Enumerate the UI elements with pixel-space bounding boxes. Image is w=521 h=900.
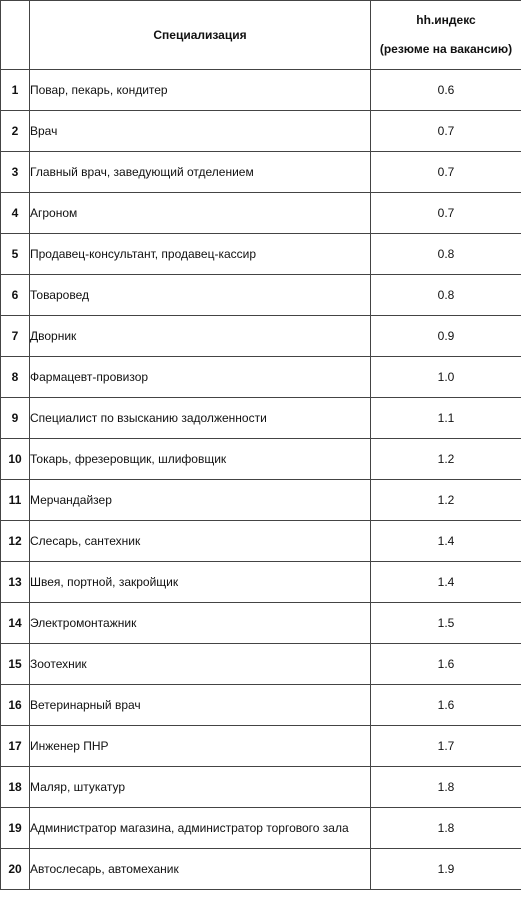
row-number: 13	[1, 562, 30, 603]
row-specialization: Продавец-консультант, продавец-кассир	[30, 234, 371, 275]
table-row	[1, 849, 521, 890]
table-row	[1, 439, 521, 480]
row-specialization: Врач	[30, 111, 371, 152]
row-specialization: Специалист по взысканию задолженности	[30, 398, 371, 439]
table-row	[1, 316, 521, 357]
row-specialization: Швея, портной, закройщик	[30, 562, 371, 603]
row-hh-index: 0.7	[371, 111, 521, 152]
row-number: 9	[1, 398, 30, 439]
table-row	[1, 644, 521, 685]
row-specialization: Агроном	[30, 193, 371, 234]
row-hh-index: 0.7	[371, 193, 521, 234]
row-number: 15	[1, 644, 30, 685]
row-number: 10	[1, 439, 30, 480]
row-number: 17	[1, 726, 30, 767]
row-specialization: Зоотехник	[30, 644, 371, 685]
row-hh-index: 1.8	[371, 808, 521, 849]
row-hh-index: 0.7	[371, 152, 521, 193]
row-hh-index: 1.9	[371, 849, 521, 890]
header-specialization: Специализация	[30, 1, 371, 70]
row-hh-index: 1.0	[371, 357, 521, 398]
row-number: 11	[1, 480, 30, 521]
row-specialization: Товаровед	[30, 275, 371, 316]
row-hh-index: 1.6	[371, 685, 521, 726]
header-number	[1, 1, 30, 70]
table-row	[1, 562, 521, 603]
row-specialization: Автослесарь, автомеханик	[30, 849, 371, 890]
row-hh-index: 0.8	[371, 234, 521, 275]
table-row	[1, 480, 521, 521]
table-row	[1, 398, 521, 439]
row-hh-index: 0.8	[371, 275, 521, 316]
row-specialization: Администратор магазина, администратор торгового зала	[30, 808, 371, 849]
row-number: 2	[1, 111, 30, 152]
table-row	[1, 726, 521, 767]
table-row	[1, 808, 521, 849]
row-number: 6	[1, 275, 30, 316]
row-specialization: Слесарь, сантехник	[30, 521, 371, 562]
row-specialization: Инженер ПНР	[30, 726, 371, 767]
row-number: 19	[1, 808, 30, 849]
table-row	[1, 685, 521, 726]
row-hh-index: 1.7	[371, 726, 521, 767]
row-hh-index: 1.6	[371, 644, 521, 685]
row-hh-index: 1.4	[371, 562, 521, 603]
row-number: 7	[1, 316, 30, 357]
row-hh-index: 0.6	[371, 70, 521, 111]
row-number: 5	[1, 234, 30, 275]
row-specialization: Мерчандайзер	[30, 480, 371, 521]
row-number: 16	[1, 685, 30, 726]
row-hh-index: 1.2	[371, 480, 521, 521]
row-hh-index: 1.4	[371, 521, 521, 562]
row-specialization: Ветеринарный врач	[30, 685, 371, 726]
header-hh-index-title: hh.индекс	[416, 13, 476, 27]
header-hh-index	[371, 1, 521, 70]
table-row	[1, 193, 521, 234]
row-specialization: Фармацевт-провизор	[30, 357, 371, 398]
row-specialization: Повар, пекарь, кондитер	[30, 70, 371, 111]
row-hh-index: 1.8	[371, 767, 521, 808]
row-number: 12	[1, 521, 30, 562]
table-row	[1, 357, 521, 398]
table-row	[1, 111, 521, 152]
table-row	[1, 70, 521, 111]
row-number: 14	[1, 603, 30, 644]
row-number: 1	[1, 70, 30, 111]
row-hh-index: 1.2	[371, 439, 521, 480]
table-body	[1, 70, 521, 890]
table-row	[1, 275, 521, 316]
table-row	[1, 234, 521, 275]
header-hh-index-subtitle: (резюме на вакансию)	[379, 42, 513, 56]
row-number: 20	[1, 849, 30, 890]
row-number: 8	[1, 357, 30, 398]
row-specialization: Электромонтажник	[30, 603, 371, 644]
row-hh-index: 1.1	[371, 398, 521, 439]
row-specialization: Главный врач, заведующий отделением	[30, 152, 371, 193]
table-row	[1, 521, 521, 562]
row-specialization: Дворник	[30, 316, 371, 357]
row-specialization: Токарь, фрезеровщик, шлифовщик	[30, 439, 371, 480]
table-row	[1, 152, 521, 193]
table-header-row	[1, 1, 521, 70]
row-hh-index: 0.9	[371, 316, 521, 357]
row-specialization: Маляр, штукатур	[30, 767, 371, 808]
row-number: 4	[1, 193, 30, 234]
table-row	[1, 767, 521, 808]
table-row	[1, 603, 521, 644]
row-number: 18	[1, 767, 30, 808]
row-number: 3	[1, 152, 30, 193]
row-hh-index: 1.5	[371, 603, 521, 644]
